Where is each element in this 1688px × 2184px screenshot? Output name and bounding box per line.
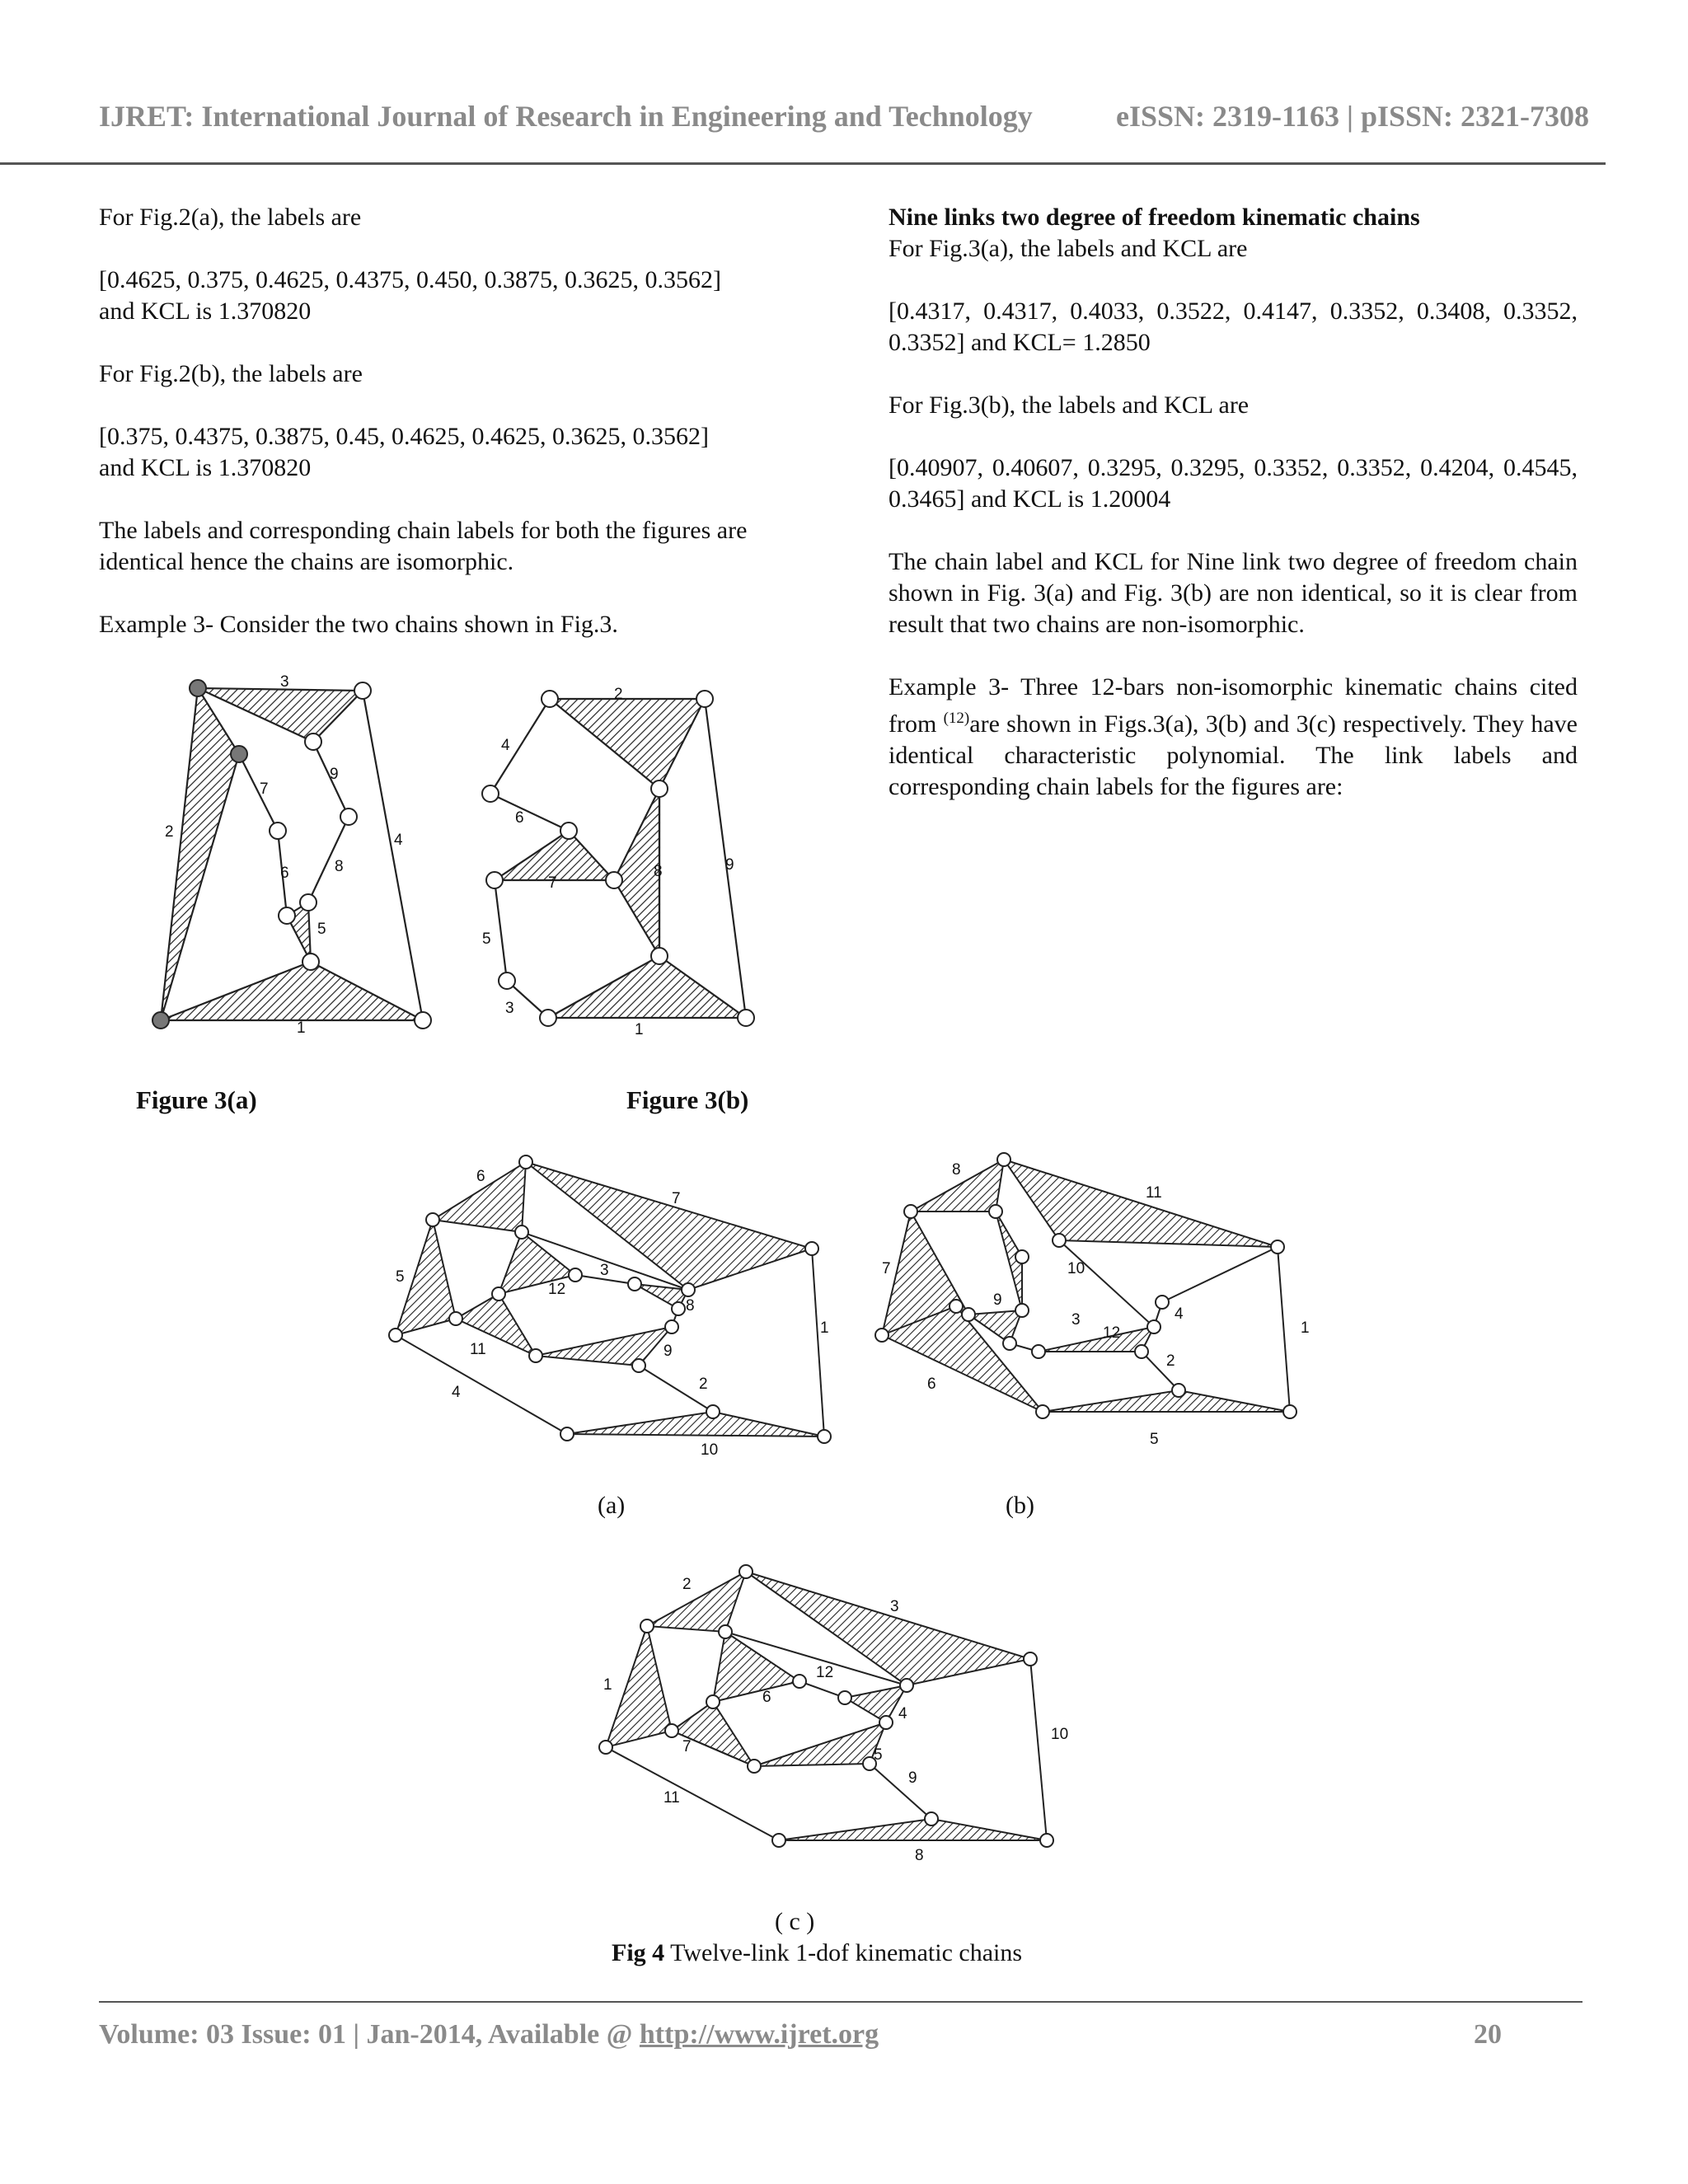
link-label: 7 bbox=[548, 874, 557, 892]
page-number: 20 bbox=[1474, 2019, 1502, 2050]
header-rule bbox=[0, 162, 1606, 165]
paragraph bbox=[889, 672, 1578, 803]
link-label: 6 bbox=[515, 809, 524, 827]
link-label: 7 bbox=[672, 1190, 681, 1207]
link-label: 3 bbox=[600, 1262, 609, 1279]
link-label: 4 bbox=[1175, 1305, 1184, 1323]
journal-link[interactable]: http://www.ijret.org bbox=[639, 2019, 879, 2050]
link-label: 8 bbox=[915, 1847, 924, 1864]
link-label: 5 bbox=[396, 1268, 405, 1286]
link-label: 1 bbox=[297, 1019, 306, 1034]
paragraph: For Fig.2(b), the labels are bbox=[99, 360, 363, 387]
left-column bbox=[99, 202, 795, 672]
paragraph: For Fig.3(b), the labels and KCL are bbox=[889, 391, 1250, 419]
paragraph: [0.40907, 0.40607, 0.3295, 0.3295, 0.3352, 0.3352, 0.4204, 0.4545, 0.3465] and KCL is 1.20004 bbox=[889, 454, 1578, 513]
link-label: 10 bbox=[1067, 1260, 1085, 1277]
link-label: 9 bbox=[663, 1343, 673, 1360]
link-label: 9 bbox=[993, 1291, 1002, 1309]
link-label: 4 bbox=[452, 1384, 461, 1401]
link-label: 11 bbox=[1146, 1184, 1162, 1202]
link-label: 7 bbox=[260, 780, 269, 798]
paragraph: Example 3- Consider the two chains shown in Fig.3. bbox=[99, 611, 618, 638]
link-label: 8 bbox=[952, 1161, 961, 1179]
link-label: 11 bbox=[470, 1341, 486, 1358]
link-label: 1 bbox=[603, 1676, 612, 1694]
link-label: 3 bbox=[1071, 1311, 1081, 1329]
link-label: 2 bbox=[682, 1576, 692, 1593]
link-label: 6 bbox=[927, 1376, 936, 1393]
subfigure-label-b: (b) bbox=[1006, 1492, 1034, 1519]
paragraph: [0.4317, 0.4317, 0.4033, 0.3522, 0.4147, 0.3352, 0.3408, 0.3352, 0.3352] and KCL= 1.2850 bbox=[889, 298, 1578, 356]
subfigure-label-c: ( c ) bbox=[775, 1908, 815, 1935]
link-label: 9 bbox=[725, 856, 734, 874]
paragraph: and KCL is 1.370820 bbox=[99, 454, 312, 481]
link-label: 5 bbox=[317, 921, 326, 938]
link-label: 2 bbox=[699, 1376, 708, 1393]
caption-label: Fig 4 bbox=[612, 1939, 665, 1966]
right-column bbox=[889, 202, 1578, 834]
link-label: 4 bbox=[501, 737, 510, 754]
footer-text: Volume: 03 Issue: 01 | Jan-2014, Available @ bbox=[99, 2019, 640, 2050]
link-label: 10 bbox=[1051, 1726, 1069, 1743]
link-label: 2 bbox=[1166, 1352, 1175, 1370]
figure-4a bbox=[379, 1150, 841, 1463]
journal-title: IJRET: International Journal of Research in Engineering and Technology bbox=[99, 100, 1033, 133]
caption-text: Twelve-link 1-dof kinematic chains bbox=[664, 1939, 1023, 1966]
link-label: 4 bbox=[394, 832, 403, 849]
link-label: 1 bbox=[635, 1021, 644, 1034]
subfigure-label-a: (a) bbox=[598, 1492, 626, 1519]
paragraph: [0.375, 0.4375, 0.3875, 0.45, 0.4625, 0.4625, 0.3625, 0.3562] bbox=[99, 423, 709, 450]
figure-3a-caption: Figure 3(a) bbox=[136, 1085, 257, 1114]
link-label: 11 bbox=[663, 1789, 680, 1807]
paragraph: For Fig.3(a), the labels and KCL are bbox=[889, 235, 1248, 262]
link-label: 9 bbox=[908, 1769, 917, 1787]
paragraph: The labels and corresponding chain labels for both the figures are identical hence the chains are isomorphic. bbox=[99, 517, 748, 575]
link-label: 1 bbox=[1301, 1319, 1310, 1337]
link-label: 10 bbox=[701, 1441, 719, 1459]
figure-3b-caption: Figure 3(b) bbox=[626, 1085, 749, 1114]
link-label: 7 bbox=[682, 1738, 692, 1755]
figure-4c bbox=[593, 1562, 1088, 1875]
footer-rule bbox=[99, 2001, 1582, 2003]
paragraph: and KCL is 1.370820 bbox=[99, 298, 312, 325]
page-footer bbox=[99, 2019, 1500, 2050]
link-label: 5 bbox=[482, 930, 491, 948]
link-label: 4 bbox=[898, 1705, 907, 1722]
link-label: 6 bbox=[476, 1168, 485, 1185]
link-label: 12 bbox=[548, 1281, 566, 1298]
link-label: 8 bbox=[335, 858, 344, 875]
link-label: 5 bbox=[874, 1746, 883, 1764]
paragraph: For Fig.2(a), the labels are bbox=[99, 204, 362, 231]
link-label: 6 bbox=[762, 1689, 771, 1706]
link-label: 5 bbox=[1150, 1431, 1159, 1448]
text-span: are shown in Figs.3(a), 3(b) and 3(c) respectively. They have identical characteristic polynomial. The link labels and corresponding chain labels for the figures are: bbox=[889, 710, 1578, 800]
link-label: 2 bbox=[165, 823, 174, 841]
link-label: 12 bbox=[1103, 1324, 1121, 1342]
link-label: 8 bbox=[654, 863, 663, 880]
link-label: 1 bbox=[820, 1319, 829, 1337]
figure-3b bbox=[474, 672, 771, 1034]
paragraph: The chain label and KCL for Nine link two degree of freedom chain shown in Fig. 3(a) and Fig. 3(b) are non identical, so it is clear from result that two chains are non-isomorphic. bbox=[889, 548, 1578, 638]
link-label: 2 bbox=[614, 686, 623, 703]
figure-4-caption bbox=[612, 1939, 1022, 1967]
link-label: 3 bbox=[280, 673, 289, 691]
citation: (12) bbox=[943, 710, 970, 727]
figure-4b bbox=[874, 1150, 1335, 1463]
section-heading: Nine links two degree of freedom kinematic chains bbox=[889, 204, 1420, 231]
link-label: 7 bbox=[882, 1260, 891, 1277]
link-label: 3 bbox=[505, 1000, 514, 1017]
link-label: 12 bbox=[816, 1664, 834, 1681]
link-label: 8 bbox=[686, 1297, 695, 1315]
link-label: 9 bbox=[330, 766, 339, 783]
figure-3a bbox=[148, 672, 445, 1034]
text-span: Example 3- Three 12-bars non-isomorphic kinematic chains cited from bbox=[889, 673, 1578, 738]
link-label: 6 bbox=[280, 865, 289, 882]
issn: eISSN: 2319-1163 | pISSN: 2321-7308 bbox=[1116, 100, 1589, 133]
paragraph: [0.4625, 0.375, 0.4625, 0.4375, 0.450, 0.3875, 0.3625, 0.3562] bbox=[99, 266, 721, 293]
link-label: 3 bbox=[890, 1598, 899, 1615]
